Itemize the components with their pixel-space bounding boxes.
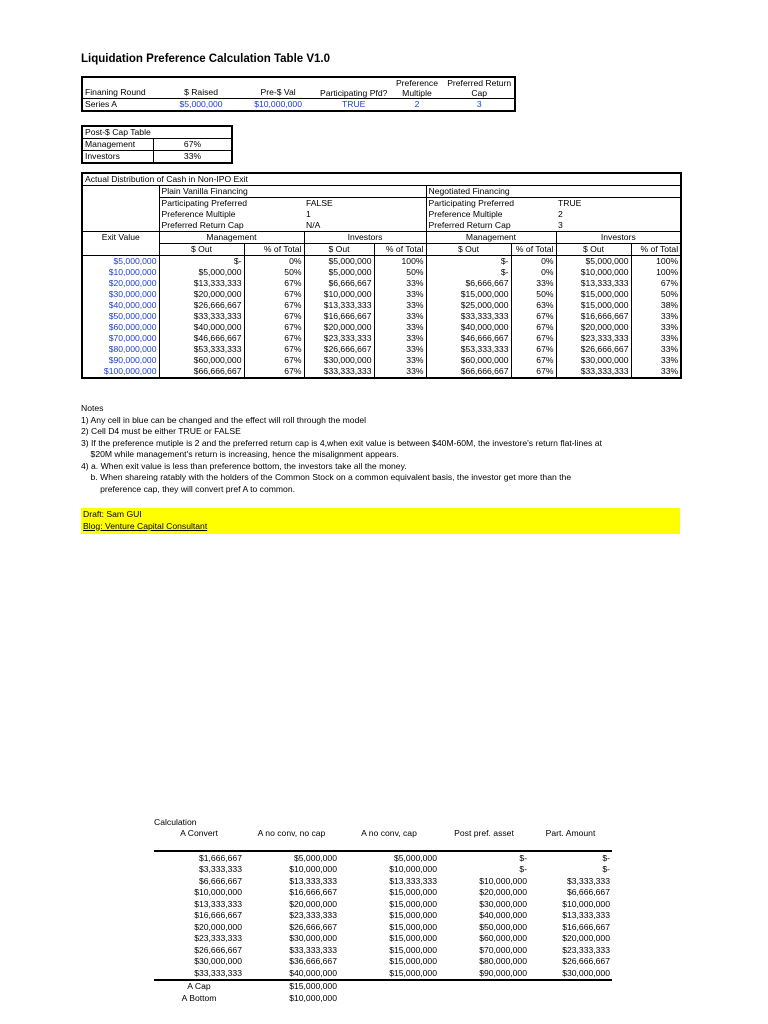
- calc-cell: $90,000,000: [439, 967, 529, 980]
- dollar-out-cell: $10,000,000: [304, 289, 374, 300]
- pct-cell: 33%: [374, 355, 426, 366]
- note-line: b. When shareing ratably with the holders of the Common Stock on a common equivalent basis, the investor get more than the: [81, 472, 572, 482]
- calc-cell: $20,000,000: [562, 933, 610, 943]
- col-pct: % of Total: [511, 244, 556, 256]
- pct-cell: 67%: [631, 278, 681, 289]
- calculation-title: Calculation: [154, 817, 197, 827]
- pct-cell: 33%: [374, 278, 426, 289]
- calc-row: [154, 910, 612, 922]
- cap-value: 67%: [154, 139, 232, 151]
- calc-cell: $23,333,333: [562, 944, 610, 955]
- calc-cell: $16,666,667: [289, 887, 337, 897]
- pct-cell: 50%: [374, 267, 426, 278]
- distribution-row: [82, 267, 681, 278]
- raised-input[interactable]: $5,000,000: [179, 99, 223, 109]
- header-return-cap: Preferred Return Cap: [444, 77, 515, 99]
- param-value: TRUE: [556, 198, 681, 210]
- calc-row: [154, 933, 612, 945]
- inputs-value-row: [82, 99, 515, 112]
- dollar-out-cell: $23,333,333: [304, 333, 374, 344]
- pct-cell: 67%: [511, 344, 556, 355]
- dollar-out-cell: $15,000,000: [426, 289, 511, 300]
- group-management: Management: [159, 232, 304, 244]
- empty-cell: [529, 992, 612, 1004]
- dollar-out-cell: $66,666,667: [159, 366, 244, 378]
- param-label: Preference Multiple: [426, 209, 556, 220]
- distribution-row: [82, 344, 681, 355]
- pct-cell: 67%: [511, 366, 556, 378]
- pct-cell: 33%: [374, 322, 426, 333]
- round-name: Series A: [85, 99, 118, 109]
- calc-cell: $26,666,667: [562, 956, 610, 966]
- empty-cell: [339, 992, 439, 1004]
- calc-cell: $30,000,000: [479, 898, 527, 909]
- calc-cell: $13,333,333: [194, 898, 242, 909]
- calc-cell: $70,000,000: [479, 944, 527, 955]
- calc-cell: $1,666,667: [154, 851, 244, 864]
- param-value: 3: [556, 220, 681, 232]
- calculation-table: [154, 828, 612, 1004]
- dollar-out-cell: $-: [426, 267, 511, 278]
- plain-vanilla-title: Plain Vanilla Financing: [159, 186, 426, 198]
- header-financing-round: Finaning Round: [82, 77, 164, 99]
- pct-cell: 33%: [374, 311, 426, 322]
- note-line: Notes: [81, 403, 104, 413]
- distribution-row: [82, 311, 681, 322]
- pct-cell: 67%: [511, 333, 556, 344]
- pref-multiple-input[interactable]: 2: [414, 99, 420, 109]
- col-out: $ Out: [304, 244, 374, 256]
- calc-row: [154, 898, 612, 910]
- credits-banner: [81, 508, 680, 534]
- param-label: Preferred Return Cap: [159, 220, 304, 232]
- header-pre-val: Pre-$ Val: [238, 77, 318, 99]
- calc-cell: $6,666,667: [198, 875, 242, 886]
- exit-value-input[interactable]: $30,000,000: [82, 289, 159, 300]
- distribution-table: [81, 172, 682, 379]
- exit-value-input[interactable]: $90,000,000: [82, 355, 159, 366]
- calc-cell: $10,000,000: [389, 864, 437, 874]
- calc-cell: $26,666,667: [289, 921, 337, 932]
- pct-cell: 33%: [374, 289, 426, 300]
- empty-cell: [439, 980, 529, 993]
- param-label: Participating Preferred: [426, 198, 556, 210]
- participating-input[interactable]: TRUE: [342, 99, 366, 109]
- calc-cell: $10,000,000: [562, 898, 610, 909]
- dollar-out-cell: $5,000,000: [159, 267, 244, 278]
- param-label: Participating Preferred: [159, 198, 304, 210]
- calc-cell: $15,000,000: [389, 933, 437, 943]
- pct-cell: 33%: [374, 366, 426, 378]
- dollar-out-cell: $60,000,000: [159, 355, 244, 366]
- dollar-out-cell: $16,666,667: [304, 311, 374, 322]
- calc-cell: $36,666,667: [289, 956, 337, 966]
- cap-label: Management: [82, 139, 154, 151]
- dollar-out-cell: $53,333,333: [159, 344, 244, 355]
- calc-header: A no conv, no cap: [257, 828, 326, 838]
- pct-cell: 63%: [511, 300, 556, 311]
- dollar-out-cell: $33,333,333: [159, 311, 244, 322]
- dollar-out-cell: $33,333,333: [556, 366, 631, 378]
- dollar-out-cell: $5,000,000: [556, 256, 631, 268]
- param-label: Preferred Return Cap: [426, 220, 556, 232]
- calc-cell: $16,666,667: [194, 910, 242, 920]
- pct-cell: 67%: [511, 355, 556, 366]
- pct-cell: 33%: [631, 333, 681, 344]
- pct-cell: 33%: [631, 344, 681, 355]
- pct-cell: 100%: [631, 256, 681, 268]
- calc-header: A Convert: [180, 828, 218, 838]
- header-raised: $ Raised: [164, 77, 239, 99]
- calc-cell: $15,000,000: [389, 887, 437, 897]
- dollar-out-cell: $5,000,000: [304, 267, 374, 278]
- pct-cell: 67%: [244, 366, 304, 378]
- dollar-out-cell: $33,333,333: [304, 366, 374, 378]
- calc-footer-value: $10,000,000: [289, 992, 337, 1003]
- calc-row: [154, 956, 612, 968]
- distribution-row: [82, 300, 681, 311]
- exit-value-input[interactable]: $20,000,000: [82, 278, 159, 289]
- calc-cell: $5,000,000: [339, 851, 439, 864]
- header-pref-multiple: Preference Multiple: [390, 77, 445, 99]
- calc-cell: $26,666,667: [194, 944, 242, 955]
- calc-footer-row: [154, 980, 612, 993]
- exit-value-input[interactable]: $70,000,000: [82, 333, 159, 344]
- dollar-out-cell: $-: [159, 256, 244, 268]
- calc-footer-label: A Cap: [187, 981, 211, 991]
- calc-cell: $23,333,333: [289, 910, 337, 920]
- dollar-out-cell: $26,666,667: [159, 300, 244, 311]
- exit-value-input[interactable]: $50,000,000: [82, 311, 159, 322]
- dollar-out-cell: $16,666,667: [556, 311, 631, 322]
- pct-cell: 0%: [511, 267, 556, 278]
- pct-cell: 67%: [244, 311, 304, 322]
- calc-cell: $-: [529, 851, 612, 864]
- dollar-out-cell: $46,666,667: [159, 333, 244, 344]
- col-pct: % of Total: [244, 244, 304, 256]
- cap-label: Investors: [82, 151, 154, 164]
- calc-header: A no conv, cap: [361, 828, 417, 838]
- header-participating: Participating Pfd?: [318, 77, 390, 99]
- calc-cell: $3,333,333: [566, 875, 610, 886]
- calc-row: [154, 887, 612, 899]
- dollar-out-cell: $13,333,333: [159, 278, 244, 289]
- calc-cell: $16,666,667: [562, 921, 610, 932]
- dollar-out-cell: $20,000,000: [304, 322, 374, 333]
- calc-cell: $10,000,000: [479, 875, 527, 886]
- calc-cell: $20,000,000: [289, 898, 337, 909]
- group-management: Management: [426, 232, 556, 244]
- calc-cell: $40,000,000: [479, 910, 527, 920]
- param-label: Preference Multiple: [159, 209, 304, 220]
- calc-cell: $-: [519, 864, 527, 874]
- pct-cell: 33%: [374, 300, 426, 311]
- note-line: 3) If the preference mutiple is 2 and the preferred return cap is 4,when exit value is between $40M-60M, the investore's return flat-lines at: [81, 437, 602, 448]
- note-line: $20M while management's return is increasing, hence the misalignment appears.: [81, 449, 399, 459]
- dollar-out-cell: $46,666,667: [426, 333, 511, 344]
- calc-header: Post pref. asset: [454, 828, 514, 838]
- calc-footer-value: $15,000,000: [289, 981, 337, 991]
- dollar-out-cell: $30,000,000: [556, 355, 631, 366]
- distribution-title: Actual Distribution of Cash in Non-IPO Exit: [82, 173, 681, 186]
- page-title: Liquidation Preference Calculation Table V1.0: [81, 53, 331, 65]
- distribution-row: [82, 256, 681, 268]
- distribution-row: [82, 322, 681, 333]
- calc-cell: $13,333,333: [562, 910, 610, 920]
- inputs-header-row: [82, 77, 515, 99]
- pct-cell: 67%: [244, 344, 304, 355]
- negotiated-title: Negotiated Financing: [426, 186, 681, 198]
- pct-cell: 67%: [244, 278, 304, 289]
- dollar-out-cell: $26,666,667: [556, 344, 631, 355]
- calc-row: [154, 864, 612, 876]
- return-cap-input[interactable]: 3: [476, 99, 482, 109]
- calc-cell: $23,333,333: [194, 933, 242, 943]
- col-out: $ Out: [426, 244, 511, 256]
- pct-cell: 33%: [631, 355, 681, 366]
- calc-row: [154, 921, 612, 933]
- dollar-out-cell: $6,666,667: [426, 278, 511, 289]
- exit-value-input[interactable]: $5,000,000: [82, 256, 159, 268]
- calc-header-row: [154, 828, 612, 851]
- dollar-out-cell: $6,666,667: [304, 278, 374, 289]
- dollar-out-cell: $53,333,333: [426, 344, 511, 355]
- param-value: N/A: [304, 220, 426, 232]
- dollar-out-cell: $13,333,333: [556, 278, 631, 289]
- calc-cell: $60,000,000: [479, 933, 527, 943]
- exit-value-input[interactable]: $10,000,000: [82, 267, 159, 278]
- calc-cell: $10,000,000: [289, 864, 337, 874]
- dollar-out-cell: $40,000,000: [426, 322, 511, 333]
- distribution-row: [82, 278, 681, 289]
- distribution-row: [82, 355, 681, 366]
- group-investors: Investors: [304, 232, 426, 244]
- distribution-row: [82, 366, 681, 378]
- blank-cell: [82, 186, 159, 232]
- cap-table: [81, 125, 233, 164]
- pct-cell: 67%: [244, 300, 304, 311]
- dollar-out-cell: $10,000,000: [556, 267, 631, 278]
- pct-cell: 50%: [244, 267, 304, 278]
- col-pct: % of Total: [631, 244, 681, 256]
- empty-cell: [339, 980, 439, 993]
- calc-row: [154, 875, 612, 887]
- calc-cell: $20,000,000: [479, 887, 527, 897]
- empty-cell: [439, 992, 529, 1004]
- dollar-out-cell: $25,000,000: [426, 300, 511, 311]
- dollar-out-cell: $66,666,667: [426, 366, 511, 378]
- calc-cell: $40,000,000: [244, 967, 339, 980]
- dollar-out-cell: $26,666,667: [304, 344, 374, 355]
- exit-value-header: Exit Value: [82, 232, 159, 256]
- exit-value-input[interactable]: $100,000,000: [82, 366, 159, 378]
- exit-value-input[interactable]: $40,000,000: [82, 300, 159, 311]
- cap-value: 33%: [154, 151, 232, 164]
- calc-row: [154, 851, 612, 864]
- dollar-out-cell: $15,000,000: [556, 289, 631, 300]
- pct-cell: 67%: [511, 311, 556, 322]
- dollar-out-cell: $13,333,333: [304, 300, 374, 311]
- inputs-table: [81, 76, 516, 112]
- calc-cell: $80,000,000: [479, 956, 527, 966]
- param-value: 1: [304, 209, 426, 220]
- pct-cell: 67%: [244, 333, 304, 344]
- cap-row: [82, 151, 232, 164]
- calc-cell: $15,000,000: [389, 944, 437, 955]
- calc-cell: $33,333,333: [154, 967, 244, 980]
- dollar-out-cell: $40,000,000: [159, 322, 244, 333]
- calc-cell: $10,000,000: [194, 887, 242, 897]
- pct-cell: 50%: [631, 289, 681, 300]
- draft-credit: Draft: Sam GUI: [83, 509, 142, 519]
- note-line: 1) Any cell in blue can be changed and the effect will roll through the model: [81, 414, 367, 425]
- group-investors: Investors: [556, 232, 681, 244]
- pct-cell: 67%: [244, 289, 304, 300]
- pct-cell: 33%: [631, 322, 681, 333]
- calc-cell: $30,000,000: [289, 933, 337, 943]
- dollar-out-cell: $60,000,000: [426, 355, 511, 366]
- calc-footer-row: [154, 992, 612, 1004]
- pct-cell: 0%: [244, 256, 304, 268]
- distribution-row: [82, 333, 681, 344]
- calc-cell: $5,000,000: [244, 851, 339, 864]
- cap-table-title: Post-$ Cap Table: [82, 126, 232, 139]
- pct-cell: 33%: [631, 366, 681, 378]
- pct-cell: 33%: [511, 278, 556, 289]
- dollar-out-cell: $5,000,000: [304, 256, 374, 268]
- col-pct: % of Total: [374, 244, 426, 256]
- dollar-out-cell: $20,000,000: [556, 322, 631, 333]
- param-value: FALSE: [304, 198, 426, 210]
- calc-cell: $15,000,000: [389, 910, 437, 920]
- dollar-out-cell: $15,000,000: [556, 300, 631, 311]
- col-out: $ Out: [159, 244, 244, 256]
- dollar-out-cell: $33,333,333: [426, 311, 511, 322]
- pct-cell: 33%: [374, 333, 426, 344]
- calc-cell: $15,000,000: [389, 921, 437, 932]
- pct-cell: 0%: [511, 256, 556, 268]
- calc-cell: $6,666,667: [566, 887, 610, 897]
- pct-cell: 67%: [244, 322, 304, 333]
- note-line: 4) a. When exit value is less than preference bottom, the investors take all the money.: [81, 460, 407, 471]
- pct-cell: 100%: [631, 267, 681, 278]
- param-value: 2: [556, 209, 681, 220]
- pct-cell: 67%: [244, 355, 304, 366]
- calc-cell: $-: [439, 851, 529, 864]
- note-line: 2) Cell D4 must be either TRUE or FALSE: [81, 426, 241, 436]
- calc-row: [154, 967, 612, 980]
- col-out: $ Out: [556, 244, 631, 256]
- calc-cell: $13,333,333: [389, 875, 437, 886]
- blog-link[interactable]: Blog: Venture Capital Consultant: [83, 520, 208, 531]
- calc-cell: $3,333,333: [198, 864, 242, 874]
- calc-row: [154, 944, 612, 956]
- calc-cell: $13,333,333: [289, 875, 337, 886]
- notes: [81, 403, 681, 495]
- calc-footer-label: A Bottom: [181, 992, 217, 1003]
- calc-cell: $30,000,000: [529, 967, 612, 980]
- empty-cell: [529, 980, 612, 993]
- note-line: preference cap, they will convert pref A to common.: [81, 483, 295, 494]
- dollar-out-cell: $20,000,000: [159, 289, 244, 300]
- pct-cell: 33%: [374, 344, 426, 355]
- cap-row: [82, 139, 232, 151]
- dollar-out-cell: $30,000,000: [304, 355, 374, 366]
- calc-cell: $33,333,333: [289, 944, 337, 955]
- dollar-out-cell: $-: [426, 256, 511, 268]
- distribution-row: [82, 289, 681, 300]
- pct-cell: 38%: [631, 300, 681, 311]
- pre-val-input[interactable]: $10,000,000: [254, 99, 302, 109]
- calc-header: Part. Amount: [545, 828, 596, 838]
- calc-cell: $15,000,000: [339, 967, 439, 980]
- calc-cell: $-: [602, 864, 610, 874]
- calc-cell: $30,000,000: [194, 956, 242, 966]
- calc-cell: $20,000,000: [194, 921, 242, 932]
- dollar-out-cell: $23,333,333: [556, 333, 631, 344]
- calc-cell: $15,000,000: [389, 898, 437, 909]
- exit-value-input[interactable]: $80,000,000: [82, 344, 159, 355]
- pct-cell: 67%: [511, 322, 556, 333]
- pct-cell: 50%: [511, 289, 556, 300]
- exit-value-input[interactable]: $60,000,000: [82, 322, 159, 333]
- calc-cell: $50,000,000: [479, 921, 527, 932]
- pct-cell: 100%: [374, 256, 426, 268]
- calc-cell: $15,000,000: [389, 956, 437, 966]
- pct-cell: 33%: [631, 311, 681, 322]
